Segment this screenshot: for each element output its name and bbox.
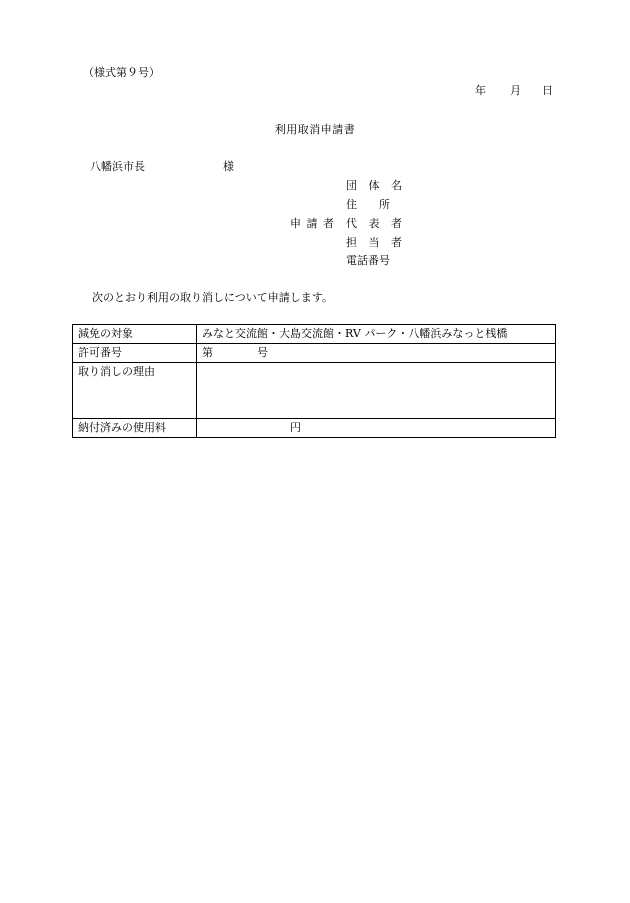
permit-number-suffix: 号 <box>257 346 268 359</box>
table-row <box>73 344 556 363</box>
addressee-name: 八幡浜市長 <box>90 160 145 173</box>
date-year-label: 年 <box>475 84 486 97</box>
application-statement: 次のとおり利用の取り消しについて申請します。 <box>92 291 333 304</box>
application-table <box>72 324 556 438</box>
form-number: （様式第９号） <box>83 66 160 79</box>
table-row <box>73 419 556 438</box>
row-value-cancellation-reason[interactable] <box>197 363 556 419</box>
row-label-cancellation-reason: 取り消しの理由 <box>73 363 197 419</box>
row-label-exemption-target: 減免の対象 <box>73 325 197 344</box>
applicant-label: 申 請 者 <box>290 217 335 230</box>
field-representative: 代 表 者 <box>346 217 406 230</box>
table-row <box>73 363 556 419</box>
row-label-paid-fee: 納付済みの使用料 <box>73 419 197 438</box>
date-month-label: 月 <box>510 84 521 97</box>
row-label-permit-number: 許可番号 <box>73 344 197 363</box>
row-value-paid-fee[interactable] <box>197 419 556 438</box>
field-address: 住 所 <box>346 198 390 211</box>
row-value-exemption-target[interactable]: みなと交流館・大島交流館・RV パーク・八幡浜みなっと桟橋 <box>197 325 556 344</box>
permit-number-prefix: 第 <box>202 346 213 359</box>
field-phone-number: 電話番号 <box>346 254 390 267</box>
table-row <box>73 325 556 344</box>
paid-fee-unit: 円 <box>290 421 301 434</box>
row-value-permit-number[interactable] <box>197 344 556 363</box>
field-organization-name: 団 体 名 <box>346 179 406 192</box>
addressee-honorific: 様 <box>223 160 234 173</box>
document-title: 利用取消申請書 <box>274 123 356 136</box>
date-day-label: 日 <box>542 84 553 97</box>
field-person-in-charge: 担 当 者 <box>346 236 406 249</box>
